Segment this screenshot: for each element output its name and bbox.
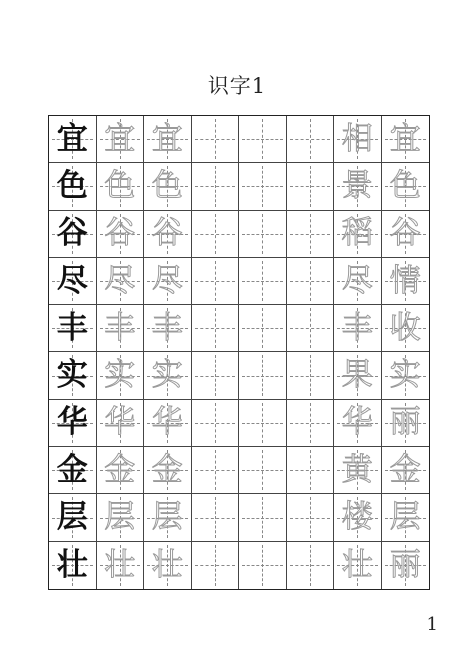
practice-cell [97,305,145,352]
practice-cell [49,400,97,447]
practice-cell [144,352,192,399]
practice-cell [334,542,382,589]
practice-cell [334,305,382,352]
practice-cell [97,211,145,258]
word-trace-character: 情 [389,262,421,299]
blank-practice-cell [287,400,335,447]
blank-practice-cell [239,163,287,210]
practice-cell [97,116,145,163]
blank-practice-cell [192,400,240,447]
practice-cell [382,400,430,447]
word-trace-character: 尽 [341,262,373,299]
word-trace-character: 壮 [341,546,373,583]
blank-practice-cell [287,305,335,352]
practice-cell [334,163,382,210]
practice-cell [144,400,192,447]
model-character: 宜 [56,120,88,157]
practice-cell [382,163,430,210]
word-trace-character: 黄 [341,451,373,488]
practice-cell [97,163,145,210]
trace-character: 尽 [151,262,183,299]
trace-character: 壮 [151,546,183,583]
word-trace-character: 相 [341,120,373,157]
practice-cell [97,447,145,494]
practice-cell [49,116,97,163]
blank-practice-cell [192,258,240,305]
practice-cell [97,494,145,541]
practice-cell [334,116,382,163]
trace-character: 色 [151,167,183,204]
practice-cell [334,400,382,447]
word-trace-character: 景 [341,167,373,204]
word-trace-character: 宜 [389,120,421,157]
model-character: 壮 [56,546,88,583]
word-trace-character: 实 [389,357,421,394]
practice-cell [144,305,192,352]
trace-character: 层 [151,499,183,536]
practice-cell [49,258,97,305]
blank-practice-cell [239,494,287,541]
blank-practice-cell [287,116,335,163]
practice-cell [97,400,145,447]
blank-practice-cell [239,116,287,163]
blank-practice-cell [192,305,240,352]
model-character: 谷 [56,215,88,252]
blank-practice-cell [192,211,240,258]
word-trace-character: 楼 [341,499,373,536]
practice-cell [144,447,192,494]
blank-practice-cell [239,258,287,305]
practice-cell [97,352,145,399]
model-character: 尽 [56,262,88,299]
practice-cell [382,211,430,258]
page-title: 识字1 [207,74,267,98]
word-trace-character: 果 [341,357,373,394]
blank-practice-cell [287,447,335,494]
blank-practice-cell [239,542,287,589]
practice-cell [144,494,192,541]
blank-practice-cell [192,494,240,541]
trace-character: 华 [151,404,183,441]
practice-cell [334,211,382,258]
model-character: 金 [56,451,88,488]
practice-cell [49,494,97,541]
word-trace-character: 稻 [341,215,373,252]
blank-practice-cell [239,400,287,447]
practice-cell [144,116,192,163]
blank-practice-cell [287,211,335,258]
trace-character: 实 [151,357,183,394]
practice-cell [382,447,430,494]
trace-character: 丰 [104,309,136,346]
practice-cell [382,305,430,352]
practice-grid [48,115,430,590]
trace-character: 丰 [151,309,183,346]
blank-practice-cell [239,211,287,258]
blank-practice-cell [239,352,287,399]
blank-practice-cell [287,542,335,589]
blank-practice-cell [287,494,335,541]
page-number: 1 [426,614,438,635]
blank-practice-cell [192,352,240,399]
blank-practice-cell [287,352,335,399]
word-trace-character: 丰 [341,309,373,346]
practice-cell [334,352,382,399]
word-trace-character: 色 [389,167,421,204]
model-character: 色 [56,167,88,204]
trace-character: 宜 [151,120,183,157]
blank-practice-cell [239,305,287,352]
word-trace-character: 丽 [389,404,421,441]
practice-cell [334,494,382,541]
trace-character: 宜 [104,120,136,157]
blank-practice-cell [287,258,335,305]
practice-cell [144,258,192,305]
model-character: 华 [56,404,88,441]
trace-character: 色 [104,167,136,204]
practice-cell [49,211,97,258]
practice-cell [144,542,192,589]
trace-character: 华 [104,404,136,441]
practice-cell [49,542,97,589]
word-trace-character: 丽 [389,546,421,583]
practice-cell [144,211,192,258]
trace-character: 金 [151,451,183,488]
trace-character: 尽 [104,262,136,299]
blank-practice-cell [192,116,240,163]
blank-practice-cell [192,447,240,494]
practice-cell [49,352,97,399]
practice-cell [144,163,192,210]
word-trace-character: 层 [389,499,421,536]
model-character: 实 [56,357,88,394]
blank-practice-cell [287,163,335,210]
trace-character: 金 [104,451,136,488]
word-trace-character: 收 [389,309,421,346]
trace-character: 谷 [151,215,183,252]
practice-cell [97,542,145,589]
blank-practice-cell [192,163,240,210]
practice-cell [382,352,430,399]
trace-character: 层 [104,499,136,536]
model-character: 层 [56,499,88,536]
practice-cell [49,447,97,494]
practice-cell [334,258,382,305]
practice-cell [334,447,382,494]
trace-character: 壮 [104,546,136,583]
practice-cell [49,305,97,352]
practice-cell [382,542,430,589]
practice-cell [97,258,145,305]
trace-character: 实 [104,357,136,394]
practice-cell [49,163,97,210]
blank-practice-cell [239,447,287,494]
practice-cell [382,258,430,305]
blank-practice-cell [192,542,240,589]
model-character: 丰 [56,309,88,346]
practice-cell [382,116,430,163]
trace-character: 谷 [104,215,136,252]
word-trace-character: 华 [341,404,373,441]
practice-cell [382,494,430,541]
word-trace-character: 金 [389,451,421,488]
word-trace-character: 谷 [389,215,421,252]
